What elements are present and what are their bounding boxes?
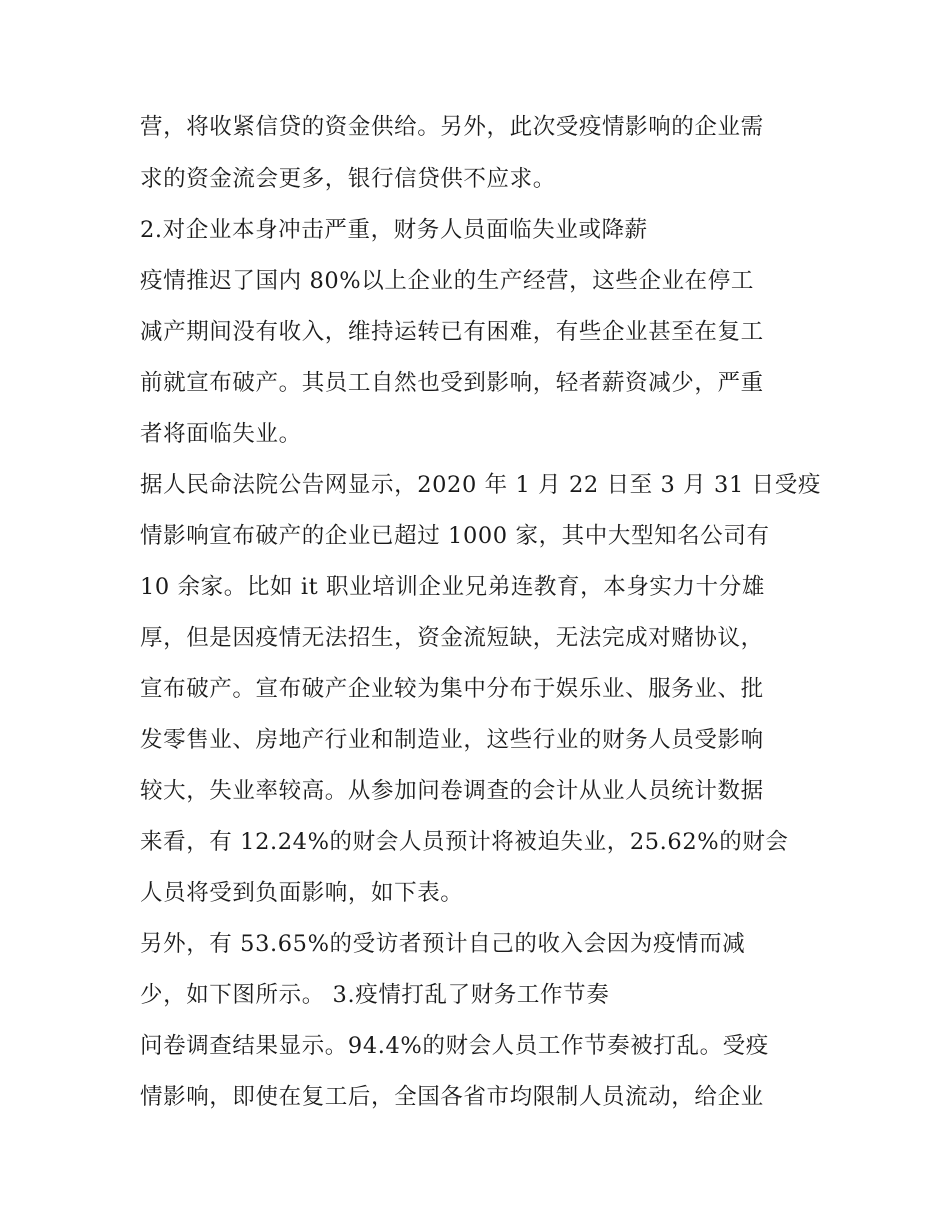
text-line: 前就宣布破产。其员工自然也受到影响，轻者薪资减少，严重 <box>140 370 764 396</box>
text-line: 情影响宣布破产的企业已超过 1000 家，其中大型知名公司有 <box>140 523 770 549</box>
text-line: 营，将收紧信贷的资金供给。另外，此次受疫情影响的企业需 <box>140 114 764 140</box>
text-line: 较大，失业率较高。从参加问卷调查的会计从业人员统计数据 <box>140 778 764 804</box>
text-line: 人员将受到负面影响，如下表。 <box>140 880 464 906</box>
text-line: 厚，但是因疫情无法招生，资金流短缺，无法完成对赌协议， <box>140 625 764 651</box>
text-line: 10 余家。比如 it 职业培训企业兄弟连教育，本身实力十分雄 <box>140 574 765 600</box>
section-heading: 2.对企业本身冲击严重，财务人员面临失业或降薪 <box>140 217 648 243</box>
text-line: 情影响，即使在复工后，全国各省市均限制人员流动，给企业 <box>140 1084 764 1110</box>
text-line: 据人民命法院公告网显示，2020 年 1 月 22 日至 3 月 31 日受疫 <box>140 472 821 498</box>
text-line: 疫情推迟了国内 80%以上企业的生产经营，这些企业在停工 <box>140 268 754 294</box>
text-line: 求的资金流会更多，银行信贷供不应求。 <box>140 166 556 192</box>
text-line: 者将面临失业。 <box>140 421 302 447</box>
text-line: 来看，有 12.24%的财会人员预计将被迫失业，25.62%的财会 <box>140 829 789 855</box>
text-line: 少，如下图所示。 3.疫情打乱了财务工作节奏 <box>140 982 610 1008</box>
text-line: 发零售业、房地产行业和制造业，这些行业的财务人员受影响 <box>140 727 764 753</box>
text-line: 减产期间没有收入，维持运转已有困难，有些企业甚至在复工 <box>140 319 764 345</box>
text-line: 另外，有 53.65%的受访者预计自己的收入会因为疫情而减 <box>140 931 746 957</box>
text-line: 问卷调查结果显示。94.4%的财会人员工作节奏被打乱。受疫 <box>140 1033 769 1059</box>
text-line: 宣布破产。宣布破产企业较为集中分布于娱乐业、服务业、批 <box>140 676 764 702</box>
